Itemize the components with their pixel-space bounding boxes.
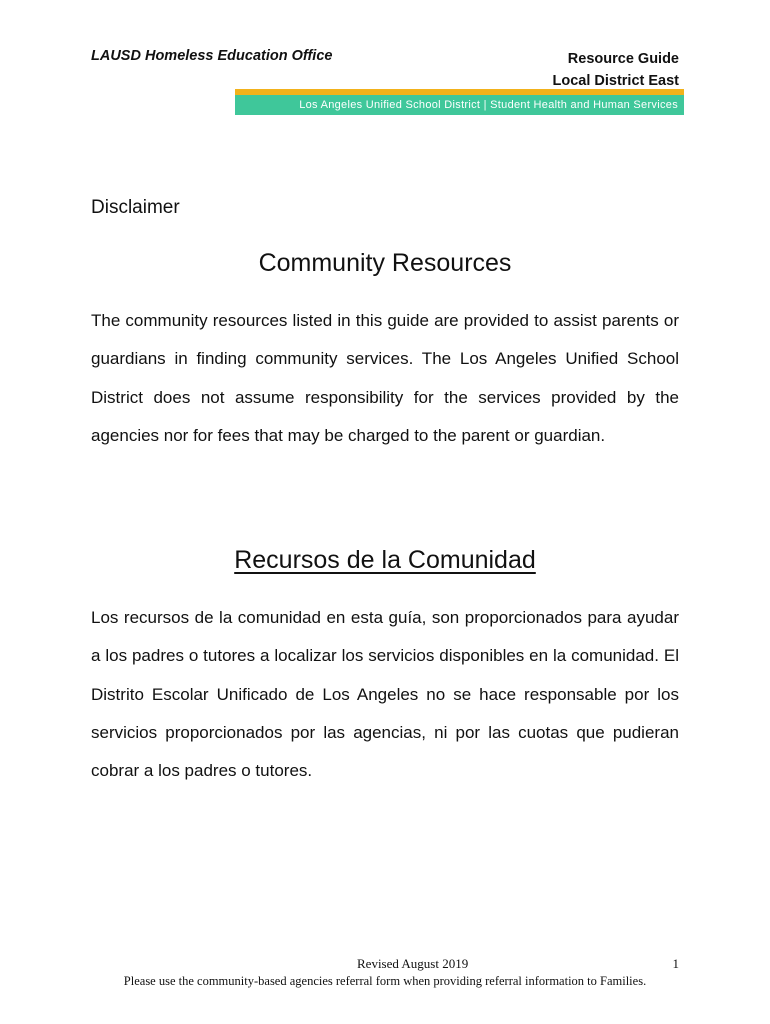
- footer-revised: Revised August 2019: [357, 956, 469, 971]
- spanish-heading: [0, 546, 770, 575]
- footer-page-number: 1: [672, 956, 679, 971]
- banner-text: Los Angeles Unified School District | Student Health and Human Services: [299, 99, 678, 111]
- english-heading: [0, 249, 770, 278]
- spanish-paragraph: Los recursos de la comunidad en esta guía, son proporcionados para ayudar a los padres o tutores a localizar los servicios disponibles en la comunidad. El Distrito Escolar Unificado de Los Angeles no se hace responsable por los servicios proporcionados por las agencias, ni por las cuotas que pudieran cobrar a los padres o tutores.: [91, 608, 679, 781]
- banner-teal-bar: [235, 95, 684, 115]
- header-district: Local District East: [552, 73, 679, 89]
- header-right-block: [552, 48, 679, 92]
- english-paragraph: The community resources listed in this guide are provided to assist parents or guardians in finding community services. The Los Angeles Unified School District does not assume responsibility for the services provided by the agencies nor for fees that may be charged to the parent or guardian.: [91, 311, 679, 445]
- footer-note: Please use the community-based agencies referral form when providing referral information to Families.: [123, 974, 647, 988]
- header-office-name: LAUSD Homeless Education Office: [91, 48, 333, 64]
- disclaimer-label: Disclaimer: [91, 197, 180, 218]
- english-heading-text: Community Resources: [258, 249, 512, 277]
- spanish-heading-text: Recursos de la Comunidad: [234, 546, 536, 574]
- header-guide-title: Resource Guide: [567, 51, 679, 67]
